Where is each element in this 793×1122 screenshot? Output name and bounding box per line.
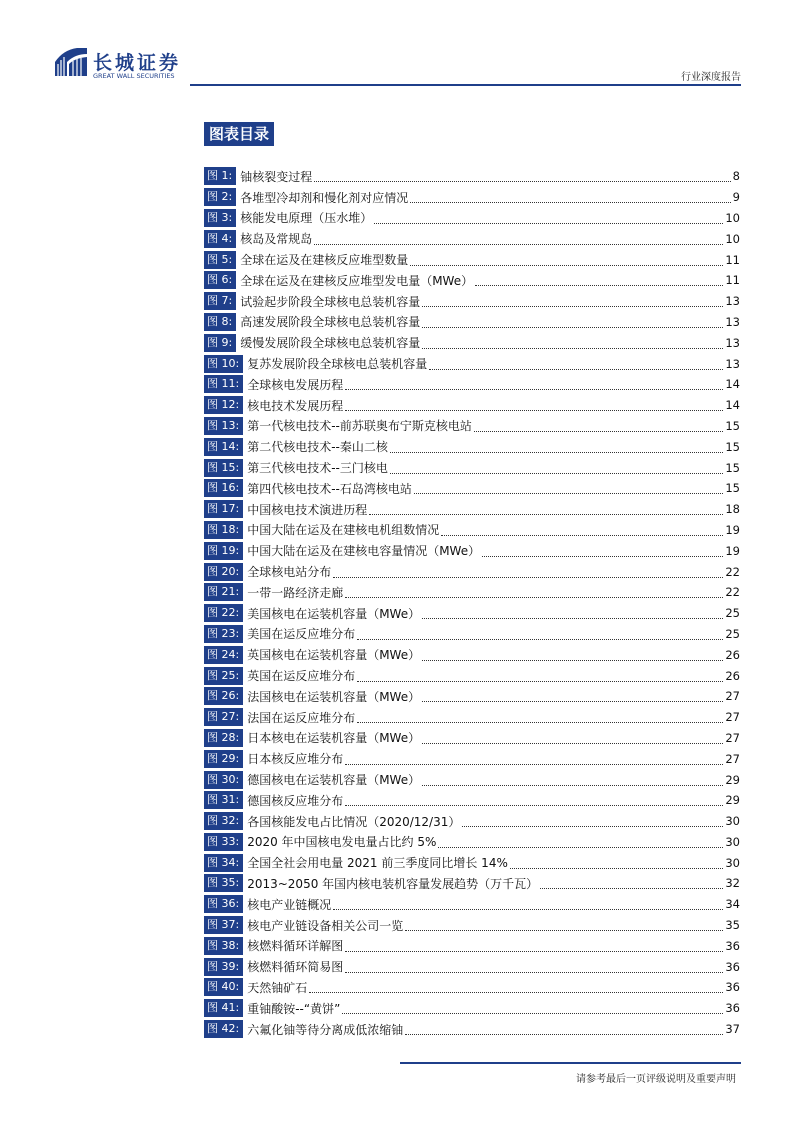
toc-entry-number: 图 15: [204,459,243,477]
toc-entry-title[interactable]: 第二代核电技术--秦山二核 [247,440,388,455]
toc-entry-number: 图 34: [204,854,243,872]
toc-entry-page: 10 [725,231,740,246]
toc-entry-page: 30 [725,834,740,849]
toc-entry[interactable] [204,457,740,478]
toc-entry-page: 18 [725,502,740,517]
toc-entry-page: 15 [725,460,740,475]
toc-entry-leader [309,981,723,993]
toc-entry[interactable] [204,977,740,998]
brand-logo [53,46,193,86]
header-divider [190,84,741,86]
toc-entry-title[interactable]: 中国核电技术演进历程 [247,502,368,517]
toc-entry[interactable] [204,291,740,312]
toc-entry-page: 27 [725,730,740,745]
toc-entry-leader [422,337,723,349]
toc-entry-leader [422,607,723,619]
toc-entry-number: 图 24: [204,646,243,664]
brand-name-en: GREAT WALL SECURITIES [93,72,175,80]
toc-entry[interactable] [204,665,740,686]
toc-entry-title[interactable]: 德国核电在运装机容量（MWe） [247,773,421,787]
toc-entry-leader [405,1023,723,1035]
toc-entry-leader [314,170,730,182]
toc-entry-leader [422,316,723,328]
toc-entry-title[interactable]: 天然铀矿石 [247,980,308,995]
toc-entry[interactable] [204,769,740,790]
toc-entry-leader [345,753,723,765]
footer-disclaimer: 请参考最后一页评级说明及重要声明 [576,1074,736,1085]
toc-entry-page: 14 [725,377,740,392]
toc-entry-number: 图 4: [204,230,236,248]
toc-entry-title[interactable]: 中国大陆在运及在建核电容量情况（MWe） [247,544,481,559]
toc-entry[interactable] [204,832,740,853]
toc-entry[interactable] [204,852,740,873]
toc-entry[interactable] [204,728,740,749]
toc-entry-number: 图 33: [204,833,243,851]
toc-entry[interactable] [204,561,740,582]
toc-entry-leader [390,462,723,474]
toc-entry[interactable] [204,1019,740,1040]
toc-entry-title[interactable]: 英国核电在运装机容量（MWe） [247,648,421,663]
toc-entry-title[interactable]: 日本核反应堆分布 [247,752,344,767]
toc-entry-number: 图 40: [204,978,243,996]
page-header [0,0,793,90]
toc-entry[interactable] [204,249,740,270]
toc-entry-title[interactable]: 法国核电在运装机容量（MWe） [247,689,421,704]
toc-entry-leader [441,524,723,536]
toc-entry-title[interactable]: 英国在运反应堆分布 [247,669,356,684]
toc-entry-number: 图 28: [204,729,243,747]
toc-entry-number: 图 31: [204,791,243,809]
toc-entry-number: 图 2: [204,188,236,206]
toc-entry-title[interactable]: 核电技术发展历程 [247,398,344,413]
toc-entry-page: 11 [725,252,740,267]
toc-entry-leader [390,441,723,453]
toc-entry-page: 27 [725,710,740,725]
toc-entry-number: 图 30: [204,771,243,789]
toc-entry-leader [345,586,723,598]
toc-entry-page: 11 [725,273,740,288]
toc-entry[interactable] [204,811,740,832]
toc-entry[interactable] [204,374,740,395]
toc-entry[interactable] [204,644,740,665]
toc-entry-number: 图 36: [204,895,243,913]
toc-entry-title[interactable]: 缓慢发展阶段全球核电总装机容量 [240,336,421,351]
toc-entry[interactable] [204,956,740,977]
toc-entry-page: 15 [725,481,740,496]
toc-entry-number: 图 35: [204,874,243,892]
toc-entry-page: 26 [725,668,740,683]
toc-entry-leader [405,919,723,931]
toc-entry-title[interactable]: 全国全社会用电量 2021 前三季度同比增长 14% [247,856,508,871]
toc-entry-page: 32 [725,876,740,891]
toc-entry[interactable] [204,416,740,437]
toc-entry-leader [540,877,723,889]
toc-entry-leader [422,295,723,307]
toc-entry-leader [482,545,723,557]
toc-entry[interactable] [204,499,740,520]
toc-entry-page: 37 [725,1022,740,1037]
toc-entry-page: 34 [725,897,740,912]
toc-entry-number: 图 10: [204,355,243,373]
toc-entry-leader [345,940,723,952]
toc-entry-leader [357,711,723,723]
toc-entry[interactable] [204,582,740,603]
toc-entry-leader [429,358,723,370]
toc-entry-number: 图 11: [204,375,243,393]
toc-entry-leader [345,399,723,411]
toc-entry-page: 29 [725,793,740,808]
toc-entry-leader [422,690,723,702]
toc-entry-leader [414,482,723,494]
toc-entry[interactable] [204,603,740,624]
toc-entry-title[interactable]: 复苏发展阶段全球核电总装机容量 [247,357,428,372]
toc-entry-leader [369,503,723,515]
toc-entry-leader [314,233,723,245]
toc-entry-title[interactable]: 六氟化铀等待分离成低浓缩铀 [247,1022,404,1037]
toc-entry[interactable] [204,624,740,645]
toc-entry[interactable] [204,790,740,811]
toc-entry[interactable] [204,998,740,1019]
toc-entry-number: 图 17: [204,500,243,518]
toc-entry[interactable] [204,436,740,457]
toc-entry-page: 29 [725,772,740,787]
toc-entry-title[interactable]: 第一代核电技术--前苏联奥布宁斯克核电站 [247,419,472,434]
toc-entry[interactable] [204,540,740,561]
toc-title: 图表目录 [204,122,274,146]
toc-entry[interactable] [204,873,740,894]
toc-entry-number: 图 19: [204,542,243,560]
toc-entry-page: 36 [725,980,740,995]
toc-entry-leader [410,191,730,203]
toc-entry-page: 36 [725,1001,740,1016]
toc-entry-title[interactable]: 第四代核电技术--石岛湾核电站 [247,481,412,496]
toc-entry-page: 25 [725,626,740,641]
toc-entry-leader [345,378,723,390]
toc-entry-title[interactable]: 美国在运反应堆分布 [247,627,356,642]
toc-entry-leader [474,420,723,432]
toc-entry[interactable] [204,894,740,915]
toc-entry-number: 图 25: [204,667,243,685]
toc-entry-number: 图 9: [204,334,236,352]
toc-entry[interactable] [204,707,740,728]
toc-entry-page: 14 [725,398,740,413]
great-wall-logo-icon [53,46,89,80]
toc-entry-page: 13 [725,335,740,350]
toc-entry-number: 图 8: [204,313,236,331]
toc-entry-number: 图 16: [204,479,243,497]
toc-entry-leader [438,836,723,848]
toc-entry-title[interactable]: 全球核电站分布 [247,565,332,580]
toc-entry-title[interactable]: 核燃料循环详解图 [247,939,344,954]
toc-entry-number: 图 12: [204,396,243,414]
toc-entry-page: 13 [725,356,740,371]
toc-entry-number: 图 38: [204,937,243,955]
toc-entry-number: 图 1: [204,167,236,185]
toc-entry[interactable] [204,935,740,956]
toc-entry-page: 26 [725,647,740,662]
toc-entry-title[interactable]: 各国核能发电占比情况（2020/12/31） [247,814,461,829]
toc-entry-number: 图 41: [204,999,243,1017]
toc-entry-number: 图 3: [204,209,236,227]
toc-entry-number: 图 20: [204,563,243,581]
toc-entry-page: 15 [725,439,740,454]
toc-entry-number: 图 14: [204,438,243,456]
toc-entry-title[interactable]: 高速发展阶段全球核电总装机容量 [240,315,421,330]
toc-entry-leader [333,566,723,578]
figure-table-of-contents [204,166,740,1039]
toc-entry-number: 图 37: [204,916,243,934]
toc-entry[interactable] [204,915,740,936]
toc-entry-number: 图 23: [204,625,243,643]
toc-entry[interactable] [204,686,740,707]
toc-entry-leader [422,732,723,744]
toc-entry-number: 图 13: [204,417,243,435]
toc-entry-number: 图 29: [204,750,243,768]
toc-entry-page: 15 [725,418,740,433]
toc-entry-number: 图 26: [204,687,243,705]
toc-entry-number: 图 42: [204,1020,243,1038]
toc-entry-title[interactable]: 各堆型冷却剂和慢化剂对应情况 [240,190,409,205]
toc-entry-page: 36 [725,938,740,953]
toc-entry-page: 13 [725,314,740,329]
toc-entry-page: 19 [725,522,740,537]
toc-entry-page: 27 [725,689,740,704]
toc-entry-title[interactable]: 核岛及常规岛 [240,232,313,247]
toc-entry-number: 图 21: [204,583,243,601]
toc-entry-title[interactable]: 法国在运反应堆分布 [247,710,356,725]
toc-entry-leader [333,898,723,910]
toc-entry[interactable] [204,520,740,541]
toc-entry[interactable] [204,748,740,769]
toc-entry-leader [422,774,723,786]
toc-entry-title[interactable]: 中国大陆在运及在建核电机组数情况 [247,523,440,538]
toc-entry[interactable] [204,228,740,249]
toc-entry-number: 图 5: [204,251,236,269]
toc-entry-title[interactable]: 2020 年中国核电发电量占比约 5% [247,835,437,850]
toc-entry-page: 25 [725,606,740,621]
toc-entry-page: 27 [725,751,740,766]
toc-entry-page: 8 [732,169,740,184]
toc-entry-leader [410,254,723,266]
toc-entry-leader [345,794,723,806]
toc-entry-leader [422,649,723,661]
toc-entry-page: 35 [725,918,740,933]
toc-entry-title[interactable]: 德国核反应堆分布 [247,793,344,808]
toc-entry-page: 22 [725,585,740,600]
toc-entry-number: 图 27: [204,708,243,726]
toc-entry[interactable] [204,166,740,187]
toc-entry[interactable] [204,478,740,499]
toc-entry-page: 30 [725,814,740,829]
toc-entry-leader [462,815,723,827]
footer-divider [400,1062,741,1064]
report-type-label: 行业深度报告 [681,72,741,83]
toc-entry-title[interactable]: 全球核电发展历程 [247,377,344,392]
toc-entry-title[interactable]: 核电产业链概况 [247,897,332,912]
toc-entry-title[interactable]: 铀核裂变过程 [240,169,313,184]
toc-entry-page: 10 [725,210,740,225]
toc-entry-number: 图 39: [204,958,243,976]
toc-entry[interactable] [204,395,740,416]
toc-entry-page: 30 [725,855,740,870]
toc-entry-title[interactable]: 核能发电原理（压水堆） [240,211,373,226]
toc-entry-leader [475,274,723,286]
toc-entry-title[interactable]: 核电产业链设备相关公司一览 [247,918,404,933]
toc-entry-page: 19 [725,543,740,558]
toc-entry-number: 图 6: [204,271,236,289]
toc-entry[interactable] [204,312,740,333]
brand-name-cn: 长城证券 [93,52,182,74]
toc-entry-page: 13 [725,294,740,309]
toc-entry-title[interactable]: 重铀酸铵--“黄饼” [247,1001,341,1016]
toc-entry-title[interactable]: 日本核电在运装机容量（MWe） [247,731,421,746]
toc-entry-leader [342,1002,723,1014]
toc-entry-title[interactable]: 试验起步阶段全球核电总装机容量 [240,294,421,309]
toc-entry-title[interactable]: 一带一路经济走廊 [247,585,344,600]
toc-entry-page: 9 [732,190,740,205]
toc-entry-leader [357,628,723,640]
toc-entry-title[interactable]: 全球在运及在建核反应堆型发电量（MWe） [240,273,474,288]
toc-entry[interactable] [204,187,740,208]
toc-entry-number: 图 7: [204,292,236,310]
toc-entry[interactable] [204,208,740,229]
toc-entry-page: 22 [725,564,740,579]
toc-entry-title[interactable]: 全球在运及在建核反应堆型数量 [240,253,409,268]
toc-entry-title[interactable]: 核燃料循环简易图 [247,960,344,975]
toc-entry-leader [345,961,723,973]
toc-entry[interactable] [204,270,740,291]
toc-entry[interactable] [204,353,740,374]
toc-entry-number: 图 32: [204,812,243,830]
toc-entry-page: 36 [725,959,740,974]
toc-entry-number: 图 22: [204,604,243,622]
toc-entry-leader [374,212,723,224]
toc-entry-title[interactable]: 美国核电在运装机容量（MWe） [247,606,421,621]
toc-entry[interactable] [204,332,740,353]
toc-entry-title[interactable]: 2013~2050 年国内核电装机容量发展趋势（万千瓦） [247,876,539,891]
toc-entry-leader [510,857,724,869]
toc-entry-number: 图 18: [204,521,243,539]
toc-entry-leader [357,670,723,682]
toc-entry-title[interactable]: 第三代核电技术--三门核电 [247,461,388,476]
